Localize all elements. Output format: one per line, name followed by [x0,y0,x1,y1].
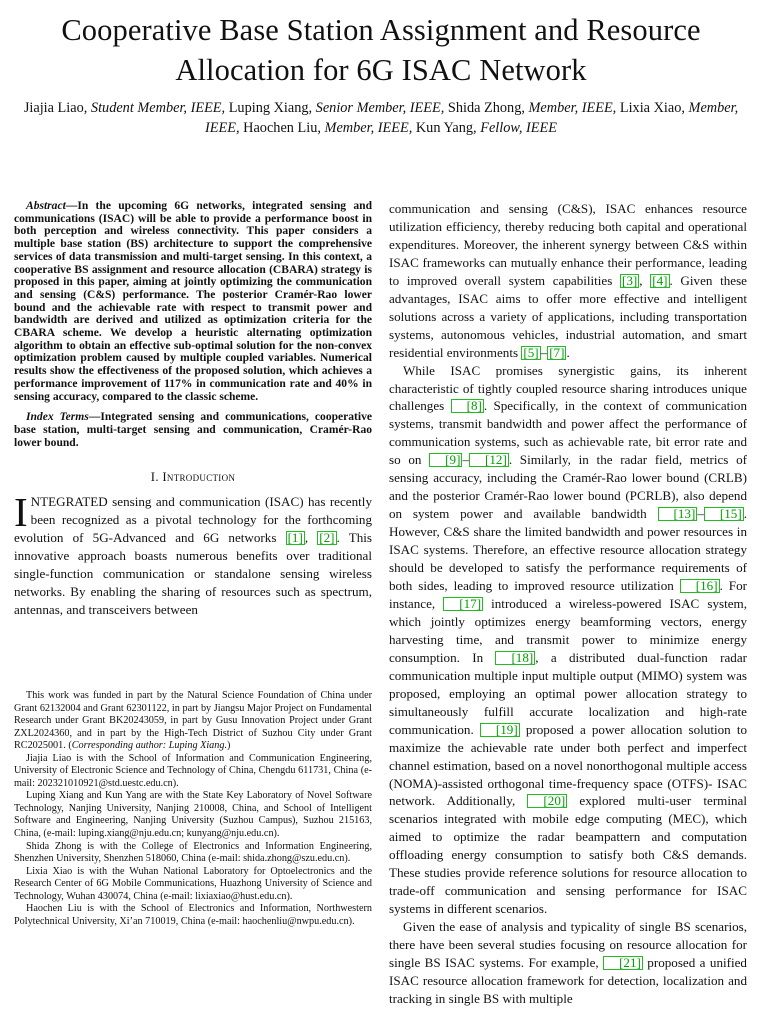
citation-link[interactable]: [7] [549,344,565,360]
paper-title: Cooperative Base Station Assignment and Resource Allocation for 6G ISAC Network [61,13,701,87]
citation-link[interactable]: [4] [652,272,668,288]
body-paragraph: communication and sensing (C&S), ISAC enhances resource utilization efficiency, thereby reducing both capital and operational expenditures. Moreover, the inherent synergy between C&S within ISAC frameworks can mutually enhance their performance, leading to improved overall system capabilities [3] , [4] . Given these advantages, ISAC aims to offer more effective and intelligent solutions across a variety of applications, including transportation systems, autonomous vehicles, industrial automation, and smart residential environments [5] – [7] . [389,201,747,360]
section-title: Introduction [162,470,236,485]
right-column [389,200,747,1008]
author-role: Senior Member, IEEE, [315,100,445,116]
citation-link[interactable]: [13] [658,507,698,521]
citation-link[interactable]: [9] [429,453,462,467]
left-column [14,200,372,619]
index-terms-text: —Integrated sensing and communications, cooperative base station, multi-target sensing and communication, Cramér-Rao lower bound. [14,411,373,449]
citation-link[interactable]: [18] [495,651,535,665]
affiliation-note: Jiajia Liao is with the School of Information and Communication Engineering, University of Electronic Science and Technology of China, Chengdu 611731, China (e-mail: 202321010921@std.uestc.edu.cn). [14,752,372,789]
citation-link[interactable]: [19] [480,723,520,737]
citation-link[interactable]: [5] [523,344,539,360]
abstract [14,200,372,403]
section-heading [14,470,372,485]
citation-link[interactable]: [1] [287,530,303,546]
author-name: Jiajia Liao, [23,100,88,116]
citation-link[interactable]: [16] [680,579,720,593]
citation-link[interactable]: [8] [451,399,484,413]
author-role: Fellow, IEEE [480,120,557,136]
body-paragraph: While ISAC promises synergistic gains, its inherent characteristic of tightly coupled resource sharing introduces unique challenges [8] . Specifically, in the context of communication systems, transmit bandwidth and power affect the performance of communication systems, such as achievable rate, bit error rate and so on [9] – [12] . Similarly, in the radar field, metrics of sensing accuracy, including the Cramér-Rao lower bound (CRLB) and the posterior Cramér-Rao lower bound (PCRLB), also depend on system power and available bandwidth [13] – [15] . However, C&S share the limited bandwidth and power resources in ISAC systems. Therefore, an effective resource allocation strategy should be developed to satisfy the performance requirements of both sides, leading to improved resource utilization [16] . For instance, [17] introduced a wireless-powered ISAC system, which jointly optimizes energy beamforming vectors, energy harvesting time, and transmit power to minimize energy consumption. In [18] , a distributed dual-function radar communication multiple input multiple output (MIMO) system was proposed, employing an optimal power allocation strategy to simultaneously fulfill accurate localization and high-rate communication. [19] proposed a power allocation solution to maximize the achievable rate under both perfect and imperfect channel estimation, based on a novel nonorthogonal multiple access (NOMA)-assisted orthogonal time-frequency space (OTFS)- ISAC network. Additionally, [20] explored multi-user terminal scenarios integrated with mobile edge computing (MEC), which aimed to optimize the radar beampattern and computation offloading energy consumption to satisfy both C&S demands. These studies provide reference solutions for resource allocation to trade-off communication and sensing performance for ISAC systems in different scenarios. [389,362,748,917]
citation-link[interactable]: [3] [622,272,638,288]
author-list [20,98,742,138]
abstract-label: Abstract [26,200,66,212]
affiliation-note: Lixia Xiao is with the Wuhan National Laboratory for Optoelectronics and the Research Center of 6G Mobile Communications, Huazhong University of Science and Technology, Wuhan 430074, China (e-mail: lixiaxiao@hust.edu.cn). [14,865,372,902]
author-role: Member, IEEE, [528,100,617,116]
index-terms-label: Index Terms [26,411,89,424]
citation-link[interactable]: [15] [704,507,744,521]
footnotes [14,690,372,928]
author-name: Shida Zhong, [447,100,525,116]
citation-link[interactable]: [21] [603,956,643,970]
author-name: Kun Yang, [415,120,477,136]
author-name: Luping Xiang, [228,100,313,116]
affiliation-note: Luping Xiang and Kun Yang are with the State Key Laboratory of Novel Software Technology, Nanjing University, Nanjing 210008, China, and School of Intelligent Software and Engineering, Nanjing University (Suzhou Campus), Suzhou 215163, China, (e-mail: luping.xiang@nju.edu.cn; kunyang@nju.edu.cn). [14,790,372,840]
index-terms [14,411,372,449]
body-paragraph: Given the ease of analysis and typicality of single BS scenarios, there have been several studies focusing on resource allocation for single BS ISAC systems. For example, [21] proposed a unified ISAC resource allocation framework for detection, localization and tracking in single BS with multiple [389,919,747,1006]
affiliation-note: Shida Zhong is with the College of Electronics and Information Engineering, Shenzhen University, Shenzhen 518060, China (e-mail: shida.zhong@szu.edu.cn). [14,840,372,865]
section-numeral: I. [150,470,159,485]
citation-link[interactable]: [2] [319,530,335,546]
intro-paragraph: INTEGRATED sensing and communication (ISAC) has recently been recognized as a pivotal technology for the forthcoming evolution of 5G-Advanced and 6G networks [1] , [2] . This innovative approach boasts numerous benefits over traditional single-function communication or standalone sensing wireless networks. By enabling the sharing of resources such as spectrum, antennas, and transceivers between [14,489,373,617]
citation-link[interactable]: [17] [443,597,483,611]
citation-link[interactable]: [20] [527,794,567,808]
funding-note: This work was funded in part by the Natural Science Foundation of China under Grant 62132004 and Grant 62301122, in part by Jiangsu Major Project on Fundamental Research under Grant BK20243059, in part by Gusu Innovation Project under Grant ZXL2024360, and in part by the High-Tech District of Suzhou City under Grant RC2025001. (Corresponding author: Luping Xiang.) [14,690,372,752]
citation-link[interactable]: [12] [469,453,509,467]
author-role: Student Member, IEEE, [90,100,226,116]
author-role: Member, IEEE, [324,120,413,136]
author-role: Member, IEEE, [205,100,739,136]
author-name: Haochen Liu, [243,120,321,136]
abstract-text: —In the upcoming 6G networks, integrated sensing and communications (ISAC) will be able to provide a performance boost in both perception and wireless connectivity. This paper considers a multiple base station (BS) architecture to support the comprehensive services of data transmission and multi-target sensing. In this context, a cooperative BS assignment and resource allocation (CBARA) strategy is proposed in this paper, aiming at jointly optimizing the communication and sensing (C&S) performance. The posterior Cramér-Rao lower bound and the achievable rate with respect to transmit power and bandwidth are derived and utilized as optimization criteria for the CBARA scheme. We develop a heuristic alternating optimization algorithm to obtain an effective sub-optimal solution for the non-convex optimization problem caused by multiple coupled variables. Numerical results show the effectiveness of the proposed solution, which achieves a performance improvement of 117% in communication rate and 40% in sensing accuracy, compared to the classic scheme. [14,200,372,403]
drop-cap: I [14,489,28,536]
author-name: Lixia Xiao, [619,100,685,116]
affiliation-note: Haochen Liu is with the School of Electronics and Information, Northwestern Polytechnical University, Xi’an 710019, China (e-mail: haochenliu@nwpu.edu.cn). [14,903,372,927]
